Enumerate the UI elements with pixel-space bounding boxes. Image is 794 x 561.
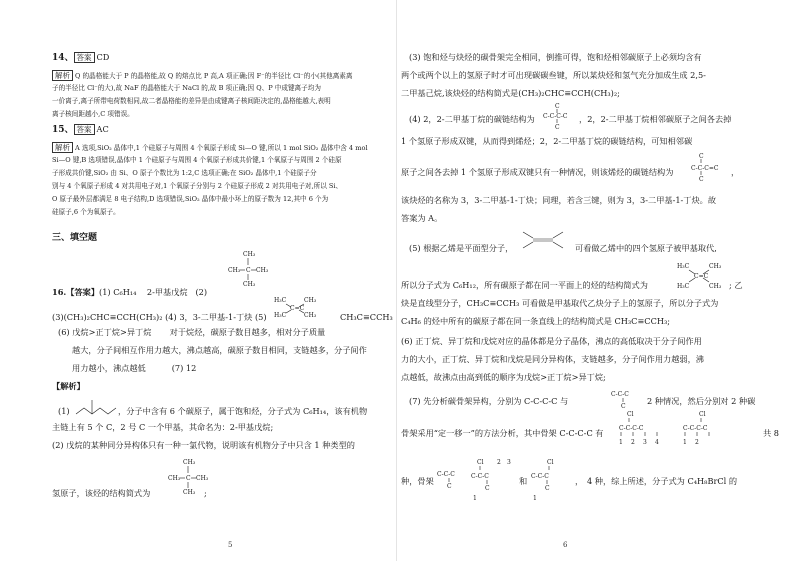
p3-line-1: (3) 饱和烃与炔烃的碳骨架完全相同，倒推可得，饱和烃相邻碳原子上必须均含有 xyxy=(409,52,702,62)
svg-text:CH₃: CH₃ xyxy=(304,297,317,304)
svg-text:C-C-C: C-C-C xyxy=(611,391,629,398)
q14-header xyxy=(52,52,109,64)
svg-text:C-C-C-C: C-C-C-C xyxy=(543,113,568,120)
p4-line-3e: ， xyxy=(731,167,740,177)
p7-isobutane-cl-positions-2 xyxy=(531,458,575,506)
p4-line-3: 原子之间各去掉 1 个氢原子形成双键只有一种情况，则该烯烃的碳链结构为 xyxy=(401,167,674,177)
p5-line-2: 所以分子式为 C₆H₁₂，所有碳原子都在同一平面上的烃的结构简式为 xyxy=(401,280,648,290)
q15-header xyxy=(52,124,109,136)
svg-text:C: C xyxy=(621,403,626,410)
svg-text:CH₃: CH₃ xyxy=(243,281,256,288)
svg-text:C-C-C: C-C-C xyxy=(471,473,489,480)
svg-text:C-C-C=C: C-C-C=C xyxy=(691,165,719,172)
svg-text:CH₃: CH₃ xyxy=(709,263,722,270)
p4-line-4: 该炔烃的名称为 3，3-二甲基-1-丁炔；同理，若含三键，则为 3，3-二甲基-1-丁炔。故 xyxy=(401,195,717,205)
q15-analysis-line-3: 子形成共价键,SiO₂ 由 Si、O 原子个数比为 1:2,C 选项正确;在 SiO₂ 晶体中,1 个硅原子分 xyxy=(52,169,317,177)
svg-text:C: C xyxy=(246,267,251,274)
q16-answer-line-4: 越大，分子间相互作用力越大，沸点越高，碳原子数目相同，支链越多，分子间作 xyxy=(72,345,367,355)
left-page-number: 5 xyxy=(228,541,233,549)
svg-text:Cl: Cl xyxy=(477,459,484,466)
q15-analysis-line-6: 硅原子,6 个为氧原子。 xyxy=(52,208,120,216)
q16-analysis-label: 【解析】 xyxy=(52,381,85,391)
q15-answer: AC xyxy=(96,124,109,134)
q16-skeletal-structure xyxy=(76,396,120,416)
svg-text:CH₃: CH₃ xyxy=(304,312,317,319)
q16-analysis-p1-b: 主链上有 5 个 C，2 号 C 一个甲基，其命名为：2-甲基戊烷; xyxy=(52,422,274,432)
q16-analysis-p2-end: ; xyxy=(204,488,207,498)
q16-answer-label: 【答案】 xyxy=(66,287,100,297)
q14-analysis-line-1: 解析 Q 的晶格能大于 P 的晶格能,故 Q 的熔点比 P 高,A 项正确;因 F⁻的半径比 Cl⁻的小(其他离素离 xyxy=(52,70,353,81)
svg-text:C-C-C-C: C-C-C-C xyxy=(619,425,644,432)
q15-number: 15、 xyxy=(52,125,74,135)
svg-text:H₃C: H₃C xyxy=(677,283,690,290)
svg-text:1: 1 xyxy=(683,439,687,446)
q16-answer-line-1: 16.【答案】(1) C₆H₁₄ 2-甲基戊烷 (2) xyxy=(52,287,208,297)
svg-text:2: 2 xyxy=(695,439,699,446)
svg-text:H₃C: H₃C xyxy=(274,312,287,319)
q16-answer-line-5: 用力越小，沸点越低 (7) 12 xyxy=(72,363,197,373)
p7-isobutane-skeleton xyxy=(611,386,643,410)
p5-line-1a: (5) 根据乙烯是平面型分子， xyxy=(409,243,514,253)
svg-text:C: C xyxy=(699,176,704,183)
q14-number: 14、 xyxy=(52,53,74,63)
svg-text:4: 4 xyxy=(655,439,659,446)
svg-text:C-C-C: C-C-C xyxy=(531,473,549,480)
p7-line-3g: ， xyxy=(575,476,584,486)
svg-text:Cl: Cl xyxy=(699,411,706,418)
svg-text:H₃C: H₃C xyxy=(274,297,287,304)
svg-text:CH₃: CH₃ xyxy=(709,283,722,290)
p4-carbon-chain-2 xyxy=(691,152,731,184)
svg-text:2: 2 xyxy=(497,459,501,466)
p7-line-3f: 和 xyxy=(519,476,528,486)
q14-analysis-line-3: 一价离子,离子所带电荷数相同,故二者晶格能的差异是由成键离子核间距决定的,晶格能越大,表明 xyxy=(52,97,331,105)
svg-text:C: C xyxy=(699,153,704,160)
svg-text:1: 1 xyxy=(533,495,537,502)
p5-line-1b: 可看做乙烯中的四个氢原子被甲基取代, xyxy=(575,243,717,253)
svg-text:C-C-C-C: C-C-C-C xyxy=(683,425,708,432)
q15-analysis-line-4: 别与 4 个氧原子形成 4 对共用电子对,1 个氧原子分别与 2 个硅原子形成 2 对共用电子对,所以 Si、 xyxy=(52,182,343,190)
p7-line-1b: 2 种情况，然后分别对 2 种碳 xyxy=(647,396,756,406)
q14-analysis-tag: 解析 xyxy=(52,70,73,81)
svg-text:1: 1 xyxy=(619,439,623,446)
p7-line-2: 骨架采用“定一移一”的方法分析，其中骨架 C-C-C-C 有 xyxy=(401,428,604,438)
svg-text:CH₃: CH₃ xyxy=(243,251,256,258)
q15-answer-tag: 答案 xyxy=(74,124,95,135)
p4-line-2: 1 个氢原子形成双键，从而得到烯烃；2，2-二甲基丁烷的碳链结构，可知相邻碳 xyxy=(401,136,693,146)
svg-text:C-C-C: C-C-C xyxy=(437,471,455,478)
p3-line-3: 二甲基己烷,该炔烃的结构简式是(CH₃)₂CHC≡CCH(CH₃)₂; xyxy=(401,88,620,98)
q15-analysis-line-5: O 原子最外层都满足 8 电子结构,D 选项错误,SiO₂ 晶体中最小环上的原子数为 12,其中 6 个为 xyxy=(52,195,329,203)
svg-text:CH₃: CH₃ xyxy=(183,459,196,466)
q14-answer-tag: 答案 xyxy=(74,52,95,63)
q15-analysis-line-1: 解析 A 选项,SiO₂ 晶体中,1 个硅原子与周围 4 个氧原子形成 Si—O 键,所以 1 mol SiO₂ 晶体中含 4 mol xyxy=(52,142,368,153)
svg-text:2: 2 xyxy=(631,439,635,446)
svg-text:Cl: Cl xyxy=(547,459,554,466)
svg-text:CH₃: CH₃ xyxy=(228,267,241,274)
svg-text:CH₃: CH₃ xyxy=(196,475,209,482)
svg-text:CH₃: CH₃ xyxy=(168,475,181,482)
svg-text:3: 3 xyxy=(643,439,647,446)
q16-neopentane-structure xyxy=(168,458,208,498)
q15-analysis-line-2: Si—O 键,B 选项错误,晶体中 1 个硅原子与周围 4 个氧原子形成共价键,1 个氧原子与周围 2 个硅原 xyxy=(52,156,342,164)
p7-isobutane-skeleton-2 xyxy=(437,466,469,488)
q16-analysis-p2-b: 氢原子，该烃的结构简式为 xyxy=(52,488,151,498)
p5-tetramethylethylene-structure xyxy=(677,262,727,290)
svg-text:CH₃: CH₃ xyxy=(256,267,269,274)
q15-analysis-tag: 解析 xyxy=(52,142,73,153)
svg-text:C: C xyxy=(555,124,560,131)
q16-structure-5 xyxy=(274,296,320,318)
q16-answer-5b: CH₃C≡CCH₃ xyxy=(340,312,393,322)
svg-text:3: 3 xyxy=(507,459,511,466)
q16-answer-line-2: (3)(CH₃)₂CHC≡CCH(CH₃)₂ (4) 3，3-二甲基-1-丁炔 (5) xyxy=(52,312,267,322)
p7-isobutane-cl-positions-1 xyxy=(471,458,521,506)
p7-line-3a: 种，骨架 xyxy=(401,476,434,486)
svg-text:H₃C: H₃C xyxy=(677,263,690,270)
q16-answer-line-3: (6) 戊烷>正丁烷>异丁烷 对于烷烃，碳原子数目越多，相对分子质量 xyxy=(58,327,326,337)
q14-answer: CD xyxy=(96,52,110,62)
p4-line-5: 答案为 A。 xyxy=(401,213,443,223)
svg-text:C: C xyxy=(485,485,490,492)
p7-butane-cl-positions xyxy=(619,408,769,454)
svg-text:C: C xyxy=(545,485,550,492)
svg-text:C=C: C=C xyxy=(290,305,305,312)
svg-text:C=C: C=C xyxy=(694,273,709,280)
right-page-number: 6 xyxy=(563,541,568,549)
svg-text:C: C xyxy=(186,475,191,482)
p7-line-1a: (7) 先分析碳骨架异构，分别为 C-C-C-C 与 xyxy=(409,396,569,406)
p5-line-2d: ; 乙 xyxy=(729,280,743,290)
q16-analysis-p1-a: ，分子中含有 6 个碳原子，属于饱和烃，分子式为 C₆H₁₄，该有机物 xyxy=(118,406,368,416)
q16-analysis-p1-prefix: (1) xyxy=(58,406,70,416)
p6-line-3: 点越低，故沸点由高到低的顺序为戊烷>正丁烷>异丁烷; xyxy=(401,372,606,382)
q16-structure-2 xyxy=(228,250,268,290)
q16-number: 16. xyxy=(52,287,67,297)
q14-analysis-line-4: 离子核间距越小,C 项错误。 xyxy=(52,110,134,118)
p5-line-3: 炔是直线型分子，CH₃C≡CCH₃ 可看做是甲基取代乙炔分子上的氢原子，所以分子式为 xyxy=(401,298,719,308)
p5-line-4: C₄H₆ 的烃中所有的碳原子都在同一条直线上的结构简式是 CH₃C≡CCH₃; xyxy=(401,316,671,326)
p4-carbon-chain-1 xyxy=(543,102,579,130)
svg-text:CH₃: CH₃ xyxy=(183,489,196,496)
svg-text:Cl: Cl xyxy=(627,411,634,418)
p7-line-2d: 共 8 xyxy=(763,428,779,438)
p6-line-1: (6) 正丁烷、异丁烷和戊烷对应的晶体都是分子晶体，沸点的高低取决于分子间作用 xyxy=(401,336,702,346)
svg-text:1: 1 xyxy=(473,495,477,502)
p6-line-2: 力的大小，正丁烷、异丁烷和戊烷是同分异构体，支链越多，分子间作用力越弱，沸 xyxy=(401,354,704,364)
p7-line-3h: 4 种，综上所述，分子式为 C₄H₈BrCl 的 xyxy=(587,476,738,486)
q14-analysis-line-2: 子的半径比 Cl⁻的大),故 NaF 的晶格能大于 NaCl 的,故 B 项正确;因 Q、P 中成键离子均为 xyxy=(52,84,321,92)
section-title: 三、填空题 xyxy=(52,233,98,243)
svg-text:C: C xyxy=(447,483,452,490)
p4-line-1a: (4) 2，2-二甲基丁烷的碳链结构为 xyxy=(409,114,535,124)
p4-line-1b: ，2，2-二甲基丁烷相邻碳原子之间各去掉 xyxy=(579,114,732,124)
q16-analysis-p2-a: (2) 戊烷的某种同分异构体只有一种一氯代物，说明该有机物分子中只含 1 种类型的 xyxy=(52,440,355,450)
right-page xyxy=(397,0,794,561)
p5-ethylene-structure xyxy=(519,228,575,252)
p3-line-2: 两个或两个以上的氢原子时才可出现碳碳叁键，所以某炔烃和氢气充分加成生成 2,5- xyxy=(401,70,706,80)
svg-text:C: C xyxy=(555,103,560,110)
